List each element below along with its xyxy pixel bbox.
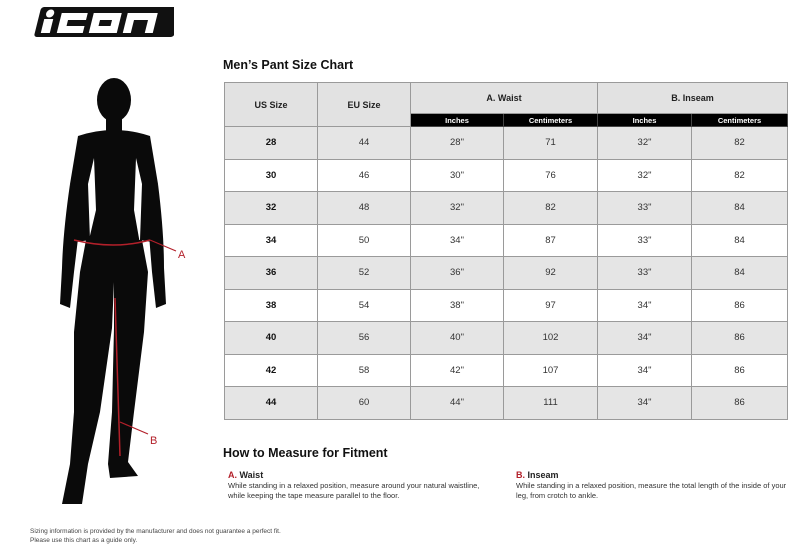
header-inseam: B. Inseam — [598, 83, 788, 114]
cell-inseam-cm: 82 — [692, 159, 788, 192]
cell-waist-cm: 111 — [504, 387, 598, 420]
cell-eu-size: 58 — [318, 354, 411, 387]
cell-eu-size: 54 — [318, 289, 411, 322]
subheader-waist-centimeters: Centimeters — [504, 114, 598, 127]
cell-eu-size: 44 — [318, 127, 411, 160]
inseam-name: Inseam — [527, 470, 559, 480]
cell-waist-cm: 76 — [504, 159, 598, 192]
waist-text: While standing in a relaxed position, measure around your natural waistline, while keeping the tape measure parallel to the floor. — [228, 481, 480, 500]
subheader-inseam-inches: Inches — [598, 114, 692, 127]
cell-inseam-cm: 86 — [692, 289, 788, 322]
cell-us-size: 42 — [225, 354, 318, 387]
cell-inseam-cm: 84 — [692, 224, 788, 257]
header-waist: A. Waist — [411, 83, 598, 114]
cell-inseam-cm: 86 — [692, 387, 788, 420]
chart-title: Men’s Pant Size Chart — [223, 58, 354, 72]
waist-title — [228, 470, 490, 480]
cell-eu-size: 46 — [318, 159, 411, 192]
icon-logo — [30, 4, 174, 40]
cell-inseam-cm: 86 — [692, 354, 788, 387]
table-row — [225, 289, 788, 322]
cell-inseam-cm: 84 — [692, 257, 788, 290]
cell-inseam-inches: 33" — [598, 257, 692, 290]
cell-inseam-inches: 34" — [598, 322, 692, 355]
cell-waist-cm: 87 — [504, 224, 598, 257]
cell-waist-cm: 71 — [504, 127, 598, 160]
table-row — [225, 224, 788, 257]
cell-inseam-inches: 33" — [598, 224, 692, 257]
measure-heading: How to Measure for Fitment — [223, 446, 388, 460]
cell-eu-size: 48 — [318, 192, 411, 225]
cell-inseam-cm: 84 — [692, 192, 788, 225]
disclaimer — [30, 527, 281, 545]
inseam-letter: B. — [516, 470, 525, 480]
body-measure-figure — [30, 72, 200, 512]
header-us-size: US Size — [225, 83, 318, 127]
pant-size-table — [224, 82, 788, 420]
cell-waist-inches: 32" — [411, 192, 504, 225]
table-row — [225, 192, 788, 225]
cell-waist-cm: 102 — [504, 322, 598, 355]
cell-waist-inches: 44" — [411, 387, 504, 420]
disclaimer-line-1: Sizing information is provided by the manufacturer and does not guarantee a perfect fit. — [30, 528, 281, 535]
waist-instructions — [228, 470, 490, 501]
cell-inseam-inches: 34" — [598, 387, 692, 420]
cell-us-size: 30 — [225, 159, 318, 192]
cell-inseam-inches: 34" — [598, 289, 692, 322]
inseam-title — [516, 470, 792, 480]
cell-waist-inches: 38" — [411, 289, 504, 322]
cell-inseam-cm: 86 — [692, 322, 788, 355]
cell-inseam-inches: 34" — [598, 354, 692, 387]
table-row — [225, 159, 788, 192]
cell-us-size: 32 — [225, 192, 318, 225]
cell-waist-cm: 82 — [504, 192, 598, 225]
cell-waist-inches: 30" — [411, 159, 504, 192]
cell-us-size: 38 — [225, 289, 318, 322]
cell-us-size: 36 — [225, 257, 318, 290]
cell-eu-size: 52 — [318, 257, 411, 290]
cell-waist-cm: 107 — [504, 354, 598, 387]
cell-waist-inches: 34" — [411, 224, 504, 257]
cell-us-size: 34 — [225, 224, 318, 257]
waist-letter: A. — [228, 470, 237, 480]
cell-eu-size: 56 — [318, 322, 411, 355]
cell-waist-inches: 28" — [411, 127, 504, 160]
cell-waist-cm: 92 — [504, 257, 598, 290]
header-eu-size: EU Size — [318, 83, 411, 127]
cell-inseam-inches: 33" — [598, 192, 692, 225]
subheader-inseam-centimeters: Centimeters — [692, 114, 788, 127]
subheader-waist-inches: Inches — [411, 114, 504, 127]
cell-us-size: 44 — [225, 387, 318, 420]
cell-waist-cm: 97 — [504, 289, 598, 322]
cell-us-size: 28 — [225, 127, 318, 160]
cell-inseam-inches: 32" — [598, 127, 692, 160]
inseam-text: While standing in a relaxed position, measure the total length of the inside of your leg, from crotch to ankle. — [516, 481, 787, 500]
table-row — [225, 387, 788, 420]
table-row — [225, 127, 788, 160]
label-b: B — [150, 435, 158, 447]
inseam-instructions — [516, 470, 792, 501]
table-row — [225, 322, 788, 355]
cell-us-size: 40 — [225, 322, 318, 355]
cell-inseam-inches: 32" — [598, 159, 692, 192]
table-row — [225, 354, 788, 387]
cell-waist-inches: 40" — [411, 322, 504, 355]
waist-name: Waist — [239, 470, 264, 480]
cell-waist-inches: 42" — [411, 354, 504, 387]
cell-waist-inches: 36" — [411, 257, 504, 290]
disclaimer-line-2: Please use this chart as a guide only. — [30, 537, 138, 544]
label-a: A — [178, 249, 186, 261]
cell-eu-size: 50 — [318, 224, 411, 257]
table-row — [225, 257, 788, 290]
cell-inseam-cm: 82 — [692, 127, 788, 160]
cell-eu-size: 60 — [318, 387, 411, 420]
